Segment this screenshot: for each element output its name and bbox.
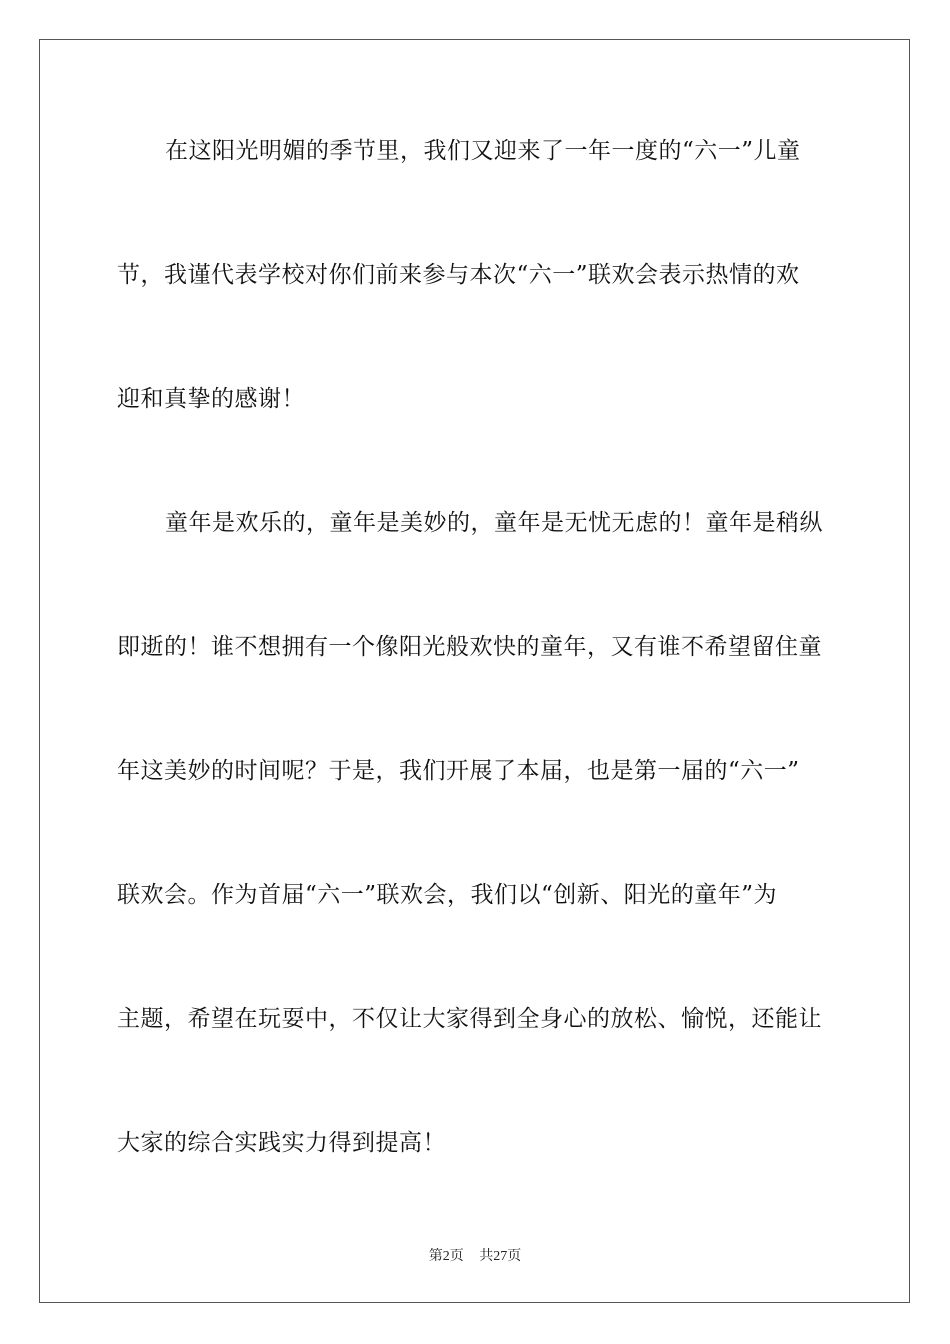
paragraph-1-line-3: 迎和真挚的感谢！ xyxy=(117,386,305,412)
paragraph-2-line-6: 大家的综合实践实力得到提高！ xyxy=(117,1130,446,1156)
paragraph-2-line-4: 联欢会。作为首届“六一”联欢会，我们以“创新、阳光的童年”为 xyxy=(117,882,778,908)
paragraph-2-line-3: 年这美妙的时间呢？于是，我们开展了本届，也是第一届的“六一” xyxy=(117,758,800,784)
paragraph-1-line-2: 节，我谨代表学校对你们前来参与本次“六一”联欢会表示热情的欢 xyxy=(117,262,800,288)
paragraph-1-line-1: 在这阳光明媚的季节里，我们又迎来了一年一度的“六一”儿童 xyxy=(165,138,801,164)
paragraph-2-line-5: 主题，希望在玩耍中，不仅让大家得到全身心的放松、愉悦，还能让 xyxy=(117,1006,822,1032)
page-total: 共27页 xyxy=(479,1249,522,1264)
page-border xyxy=(39,39,910,1303)
paragraph-2-line-1: 童年是欢乐的，童年是美妙的，童年是无忧无虑的！童年是稍纵 xyxy=(165,510,823,536)
paragraph-2-line-2: 即逝的！谁不想拥有一个像阳光般欢快的童年，又有谁不希望留住童 xyxy=(117,634,822,660)
page-number: 第2页 xyxy=(428,1249,464,1264)
page-footer xyxy=(0,1248,950,1266)
